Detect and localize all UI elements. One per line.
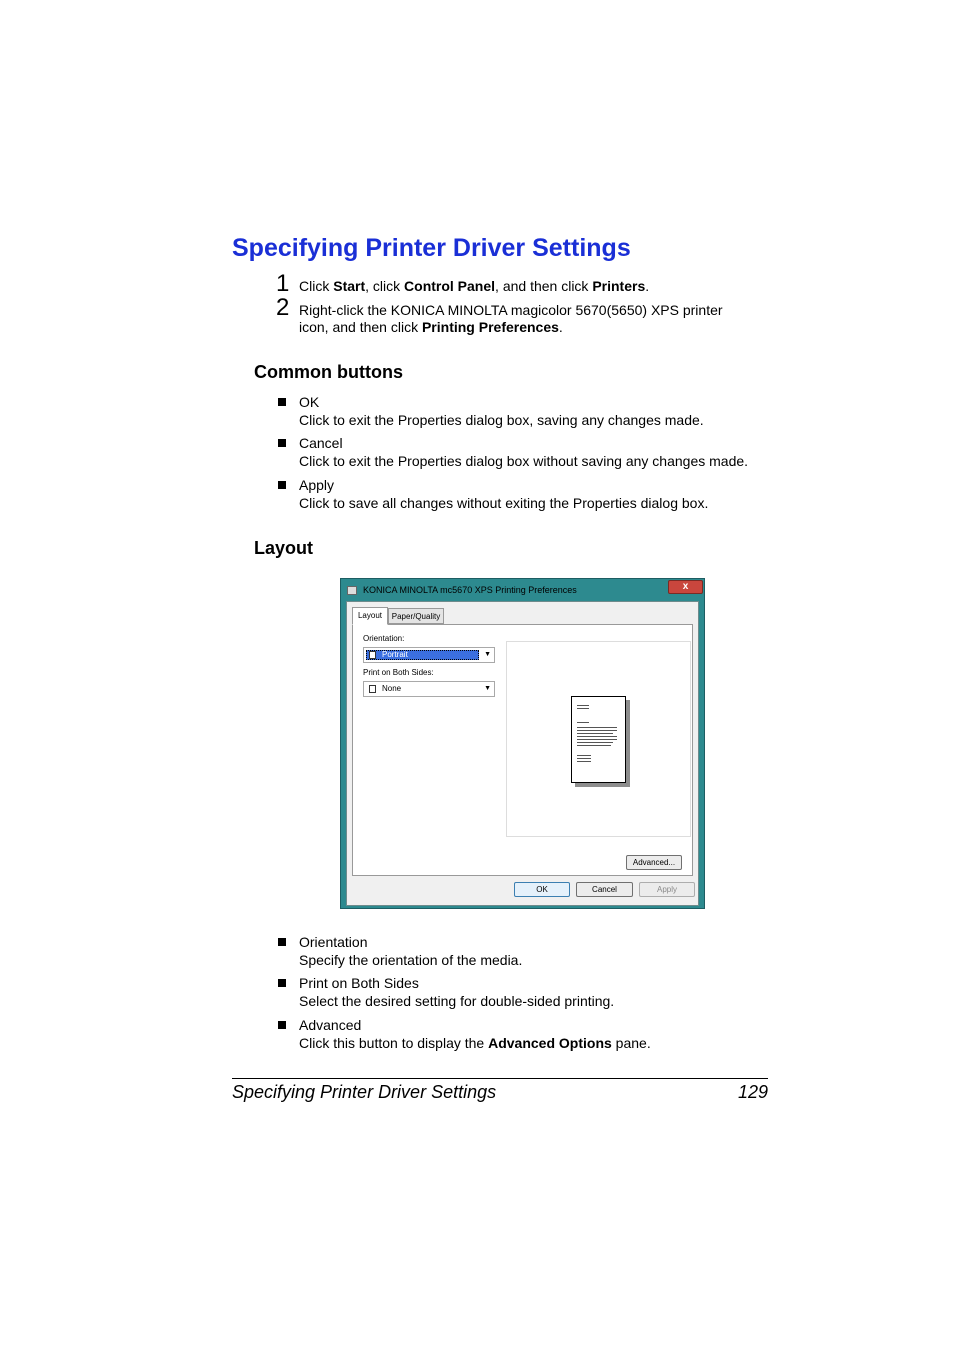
duplex-value: None [382,684,402,693]
step-2-line-1: Right-click the KONICA MINOLTA magicolor 5670(5650) XPS printer [299,302,723,318]
portrait-icon [369,651,376,659]
item-name: Cancel [299,435,343,451]
bullet [278,398,286,406]
bullet [278,1021,286,1029]
step-2-text [299,302,769,336]
orientation-value: Portrait [382,650,408,659]
bullet [278,938,286,946]
advanced-button[interactable]: Advanced... [626,855,682,870]
bullet [278,439,286,447]
text-line [577,736,617,737]
text-line [577,755,591,756]
step-1-control-panel: Control Panel [404,278,496,294]
page-title: Specifying Printer Driver Settings [232,234,631,262]
ok-button[interactable]: OK [514,882,570,897]
text-line [577,722,589,723]
printing-preferences-dialog [340,578,705,909]
item-name: Advanced [299,1017,362,1033]
layout-panel [352,624,693,876]
apply-item [299,477,708,512]
dialog-title-bar [345,582,700,598]
orientation-item [299,934,522,969]
text-line [577,761,591,762]
item-desc: Select the desired setting for double-sided printing. [299,992,615,1009]
page-number: 129 [737,1082,768,1102]
orientation-label: Orientation: [363,634,405,643]
dialog-title: KONICA MINOLTA mc5670 XPS Printing Preferences [363,585,577,595]
footer-title: Specifying Printer Driver Settings [232,1082,497,1102]
layout-heading: Layout [254,538,314,558]
advanced-item [299,1017,651,1052]
tab-paper-quality[interactable]: Paper/Quality [388,608,444,624]
item-desc: Click to save all changes without exiting the Properties dialog box. [299,494,709,511]
bullet [278,481,286,489]
text-line [577,730,617,731]
desc-part: Click this button to display the [299,1034,489,1051]
step-1-part: Click [299,278,334,294]
step-2-part: icon, and then click [299,319,422,335]
chevron-down-icon: ▼ [484,685,491,692]
orientation-select[interactable] [363,647,495,663]
text-line [577,727,617,728]
print-both-sides-item [299,975,614,1010]
text-line [577,708,589,709]
bullet [278,979,286,987]
page-preview [506,641,691,837]
step-1-text [299,278,769,295]
step-1-printers: Printers [592,278,646,294]
step-2-line-2 [299,319,769,336]
text-line [577,739,617,740]
step-2-printing-preferences: Printing Preferences [421,319,559,335]
advanced-options-term: Advanced Options [488,1034,612,1051]
printer-icon [347,586,357,595]
ok-item [299,394,704,429]
text-line [577,758,591,759]
item-name: OK [299,394,320,410]
step-1-part: . [645,278,650,294]
footer-rule [232,1078,768,1079]
step-2-part: . [558,319,563,335]
close-button[interactable]: x [668,580,703,594]
cancel-item [299,435,748,470]
text-line [577,733,613,734]
text-line [577,705,589,706]
preview-page-icon [571,696,626,783]
tab-layout[interactable]: Layout [352,607,388,625]
step-1-start: Start [333,278,366,294]
item-desc: Click to exit the Properties dialog box without saving any changes made. [299,452,749,469]
item-desc: Specify the orientation of the media. [299,951,523,968]
item-desc: Click to exit the Properties dialog box, saving any changes made. [299,411,704,428]
item-desc [299,1035,651,1053]
duplex-icon [369,685,376,693]
item-name: Print on Both Sides [299,975,419,991]
step-1-part: , click [365,278,405,294]
step-1-part: , and then click [495,278,593,294]
text-line [577,742,613,743]
duplex-label: Print on Both Sides: [363,668,434,677]
apply-button[interactable]: Apply [639,882,695,897]
item-name: Orientation [299,934,368,950]
cancel-button[interactable]: Cancel [576,882,633,897]
chevron-down-icon: ▼ [484,651,491,658]
common-buttons-heading: Common buttons [254,362,403,382]
step-number-2: 2 [276,294,290,321]
step-number-1: 1 [276,270,290,297]
desc-part: pane. [611,1034,651,1051]
item-name: Apply [299,477,335,493]
dialog-body [346,601,699,906]
text-line [577,745,611,746]
duplex-select[interactable] [363,681,495,697]
